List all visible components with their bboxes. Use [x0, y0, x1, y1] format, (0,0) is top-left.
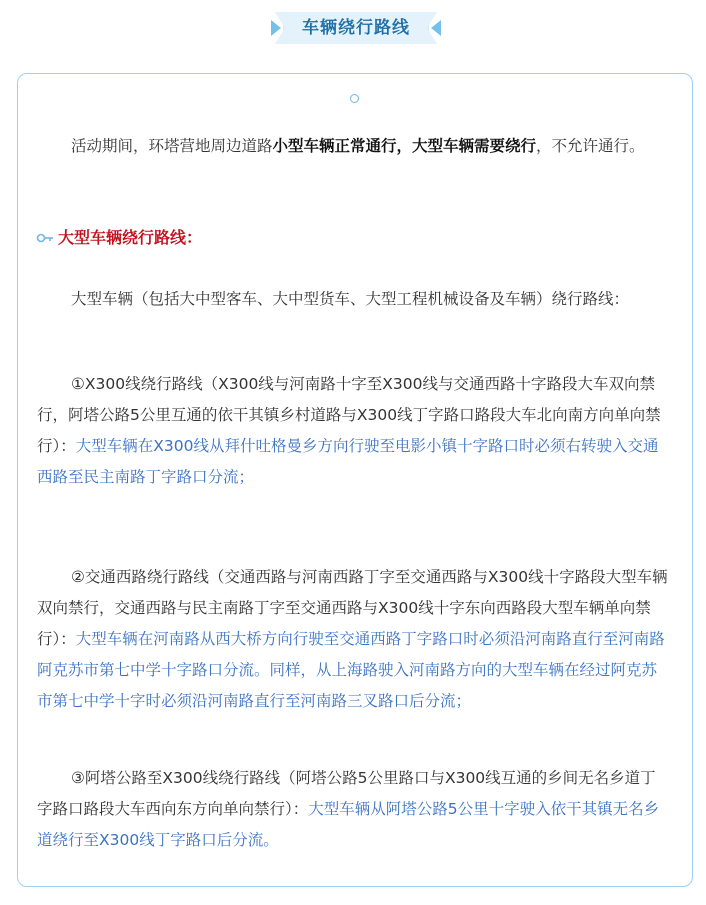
route-2-text: ②交通西路绕行路线（交通西路与河南西路丁字至交通西路与X300线十字路段大型车辆双向禁行，交通西路与民主南路丁字至交通西路与X300线十字东向西路段大型车辆单向禁行）：: [37, 568, 668, 648]
route-paragraph-3: [37, 763, 671, 856]
route-1-blue-text: 大型车辆在X300线从拜什吐格曼乡方向行驶至电影小镇十字路口时必须右转驶入交通西路至民主南路丁字路口分流；: [37, 437, 659, 486]
description-text: 大型车辆（包括大中型客车、大中型货车、大型工程机械设备及车辆）绕行路线：: [71, 290, 630, 308]
intro-bold: 小型车辆正常通行，大型车辆需要绕行: [272, 137, 537, 155]
intro-lead: 活动期间，环塔营地周边道路: [71, 137, 273, 155]
route-paragraph-2: [37, 562, 671, 717]
route-3-blue-text: 大型车辆从阿塔公路5公里十字驶入依干其镇无名乡道绕行至X300线丁字路口后分流。: [37, 800, 660, 849]
title-banner: [275, 12, 437, 44]
banner-title: 车辆绕行路线: [302, 18, 410, 38]
section-heading: [36, 222, 202, 253]
route-3-text: ③阿塔公路至X300线绕行路线（阿塔公路5公里路口与X300线互通的乡间无名乡道丁字路口路段大车西向东方向单向禁行）：: [37, 769, 656, 818]
intro-paragraph: [37, 131, 671, 162]
intro-tail: ，不允许通行。: [536, 137, 645, 155]
route-2-blue-text: 大型车辆在河南路从西大桥方向行驶至交通西路丁字路口时必须沿河南路直行至河南路阿克苏市第七中学十字路口分流。同样，从上海路驶入河南路方向的大型车辆在经过阿克苏市第七中学十字时必须沿河南路直行至河南路三叉路口后分流；: [37, 630, 665, 710]
description-paragraph: [37, 284, 671, 315]
route-paragraph-1: [37, 369, 671, 493]
ring-dot-icon: [350, 94, 359, 103]
key-icon: [36, 232, 54, 244]
section-heading-text: 大型车辆绕行路线：: [58, 228, 203, 247]
route-1-text: ①X300线绕行路线（X300线与河南路十字至X300线与交通西路十字路段大车双向禁行，阿塔公路5公里互通的依干其镇乡村道路与X300线丁字路口路段大车北向南方向单向禁行）：: [37, 375, 661, 455]
